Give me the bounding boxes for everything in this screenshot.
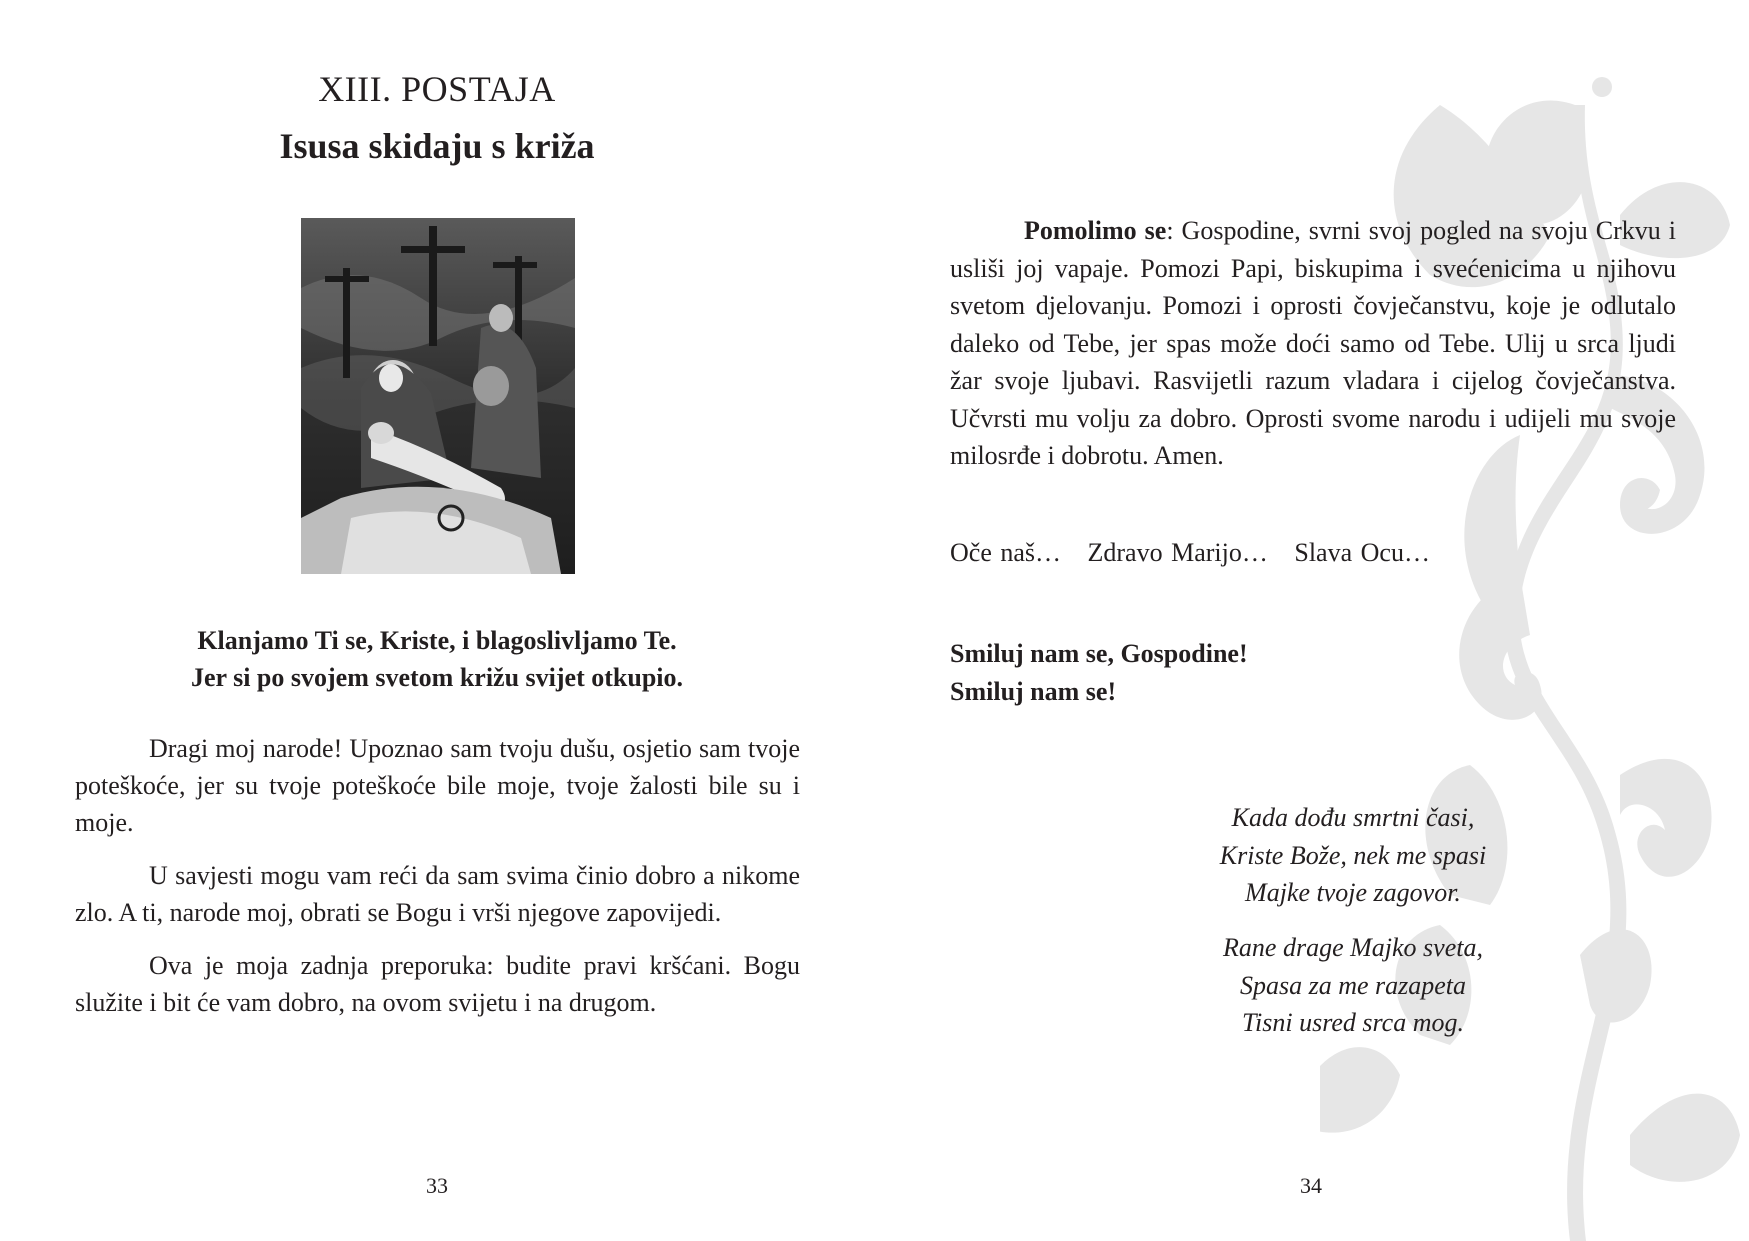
acclamation-line-1: Klanjamo Ti se, Kriste, i blagoslivljamo Te. — [197, 626, 677, 655]
mercy-line-1: Smiluj nam se, Gospodine! — [950, 639, 1248, 668]
hail-mary: Zdravo Marijo… — [1087, 538, 1268, 567]
meditation-paragraph-2: U savjesti mogu vam reći da sam svima činio dobro a nikome zlo. A ti, narode moj, obrati se Bogu i vrši njegove zapovijedi. — [75, 861, 800, 927]
deposition-illustration — [301, 218, 575, 574]
hymn-stanza-2 — [1078, 929, 1628, 1042]
glory-be: Slava Ocu… — [1294, 538, 1430, 567]
our-father: Oče naš… — [950, 538, 1062, 567]
hymn-line: Kriste Bože, nek me spasi — [1219, 840, 1487, 870]
acclamation — [70, 622, 804, 696]
station-number: XIII. POSTAJA — [318, 69, 556, 109]
meditation-paragraph-3: Ova je moja zadnja preporuka: budite pravi kršćani. Bogu služite i bit će vam dobro, na ovom svijetu i na drugom. — [75, 951, 800, 1017]
hymn-line: Rane drage Majko sveta, — [1223, 933, 1483, 962]
page-number-left: 33 — [426, 1173, 448, 1198]
prayer-label: Pomolimo se — [1024, 216, 1167, 245]
hymn-line: Kada dođu smrtni časi, — [1231, 803, 1475, 832]
page-number-right: 34 — [1300, 1173, 1322, 1198]
left-page — [0, 0, 874, 1241]
doxology-prayers — [950, 538, 1448, 568]
meditation-text — [75, 730, 800, 1037]
mercy-line-2: Smiluj nam se! — [950, 677, 1117, 706]
hymn-line: Spasa za me razapeta — [1239, 970, 1467, 1000]
closing-prayer — [950, 212, 1676, 475]
meditation-paragraph-1: Dragi moj narode! Upoznao sam tvoju dušu, osjetio sam tvoje poteškoće, jer su tvoje poteškoće bile moje, tvoje žalosti bile su i moje. — [75, 734, 800, 837]
mercy-invocation — [950, 635, 1248, 711]
hymn-line: Majke tvoje zagovor. — [1245, 878, 1461, 907]
station-title: Isusa skidaju s križa — [279, 126, 595, 166]
prayer-text: : Gospodine, svrni svoj pogled na svoju Crkvu i usliši joj vapaje. Pomozi Papi, biskupima i svećenicima u njihovu svetom djelovanju. Pomozi i oprosti čovječanstvu, koje je odlutalo daleko od Tebe, jer spas može doći samo od Tebe. Ulij u srca ljudi žar svoje ljubavi. Rasvijetli razum vladara i cijelog čovječanstva. Učvrsti mu volju za dobro. Oprosti svome narodu i udijeli mu svoje milosrđe i dobrotu. Amen. — [950, 216, 1677, 470]
acclamation-line-2: Jer si po svojem svetom križu svijet otkupio. — [190, 663, 684, 692]
hymn-stanza-1 — [1078, 799, 1628, 912]
hymn-line: Tisni usred srca mog. — [1242, 1008, 1464, 1037]
